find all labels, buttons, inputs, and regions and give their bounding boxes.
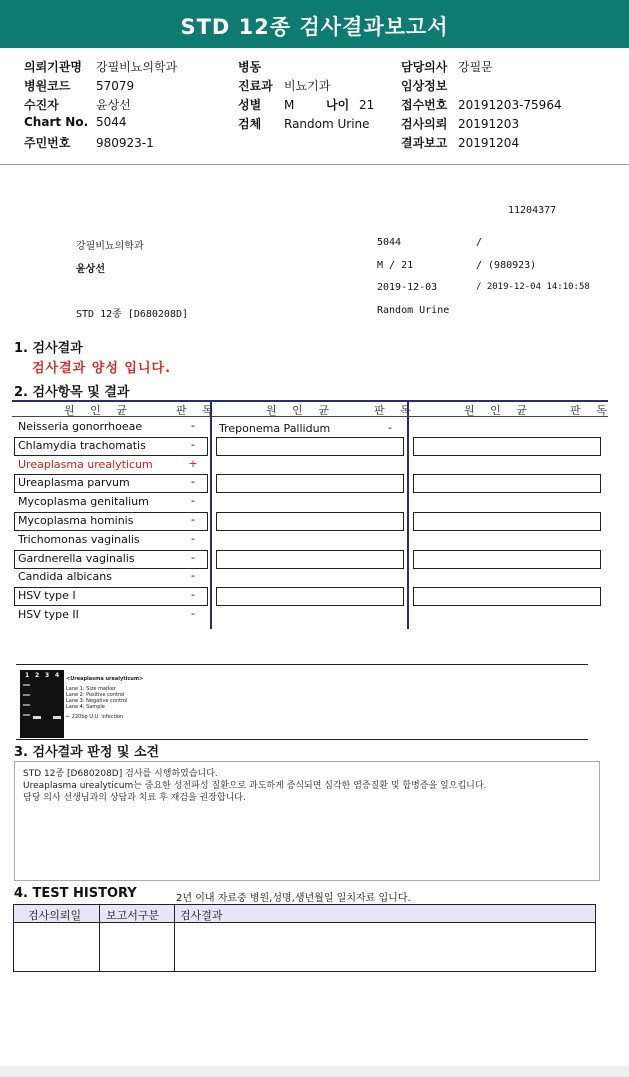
col2-organism: Treponema Pallidum bbox=[219, 422, 331, 435]
empty-result-box bbox=[413, 474, 601, 493]
col3-organism-header: 원 인 균 bbox=[464, 404, 533, 417]
organism-result: - bbox=[191, 419, 195, 432]
doctor-label: 담당의사 bbox=[401, 60, 448, 74]
empty-result-box bbox=[216, 550, 404, 569]
organism-result: - bbox=[191, 532, 195, 545]
age-label: 나이 bbox=[326, 98, 350, 112]
slip-chart: 5044 bbox=[377, 237, 402, 248]
slip-barcode-number: 11204377 bbox=[508, 205, 557, 216]
col1-judge-header: 판 독 bbox=[176, 404, 219, 417]
organism-name: Chlamydia trachomatis bbox=[18, 439, 146, 452]
chart-label: Chart No. bbox=[24, 115, 89, 129]
sample-band bbox=[53, 716, 61, 719]
organism-name: Neisseria gonorrhoeae bbox=[18, 420, 143, 433]
history-note: 2년 이내 자료중 병원,성명,생년월일 일치자료 입니다. bbox=[176, 893, 411, 904]
organism-result: - bbox=[191, 607, 195, 620]
section2-title: 2. 검사항목 및 결과 bbox=[14, 385, 130, 400]
specimen-label: 검체 bbox=[238, 117, 262, 131]
header-divider bbox=[0, 164, 629, 165]
slip-hospital: 강필비뇨의학과 bbox=[76, 241, 144, 252]
organism-name: HSV type II bbox=[18, 608, 79, 621]
lane-3-number: 3 bbox=[45, 672, 50, 679]
report-title: STD 12종 검사결과보고서 bbox=[0, 0, 629, 48]
opinion-line-1: STD 12종 [D680208D] 검사를 시행하였습니다. bbox=[23, 769, 218, 779]
result-value: 20191204 bbox=[458, 136, 520, 150]
organism-result: - bbox=[191, 569, 195, 582]
gel-electrophoresis-image bbox=[20, 670, 64, 738]
section1-title: 1. 검사결과 bbox=[14, 341, 83, 356]
lane-1-number: 1 bbox=[25, 672, 30, 679]
ward-label: 병동 bbox=[238, 60, 262, 74]
slip-birth: / (980923) bbox=[476, 260, 537, 271]
request-label: 검사의뢰 bbox=[401, 117, 448, 131]
slip-report-date: / 2019-12-04 14:10:58 bbox=[476, 282, 590, 292]
organism-name: Gardnerella vaginalis bbox=[18, 552, 135, 565]
col2-organism-header: 원 인 균 bbox=[266, 404, 335, 417]
empty-result-box bbox=[413, 437, 601, 456]
organism-result: - bbox=[191, 494, 195, 507]
organism-name: Candida albicans bbox=[18, 570, 112, 583]
clinical-label: 임상정보 bbox=[401, 79, 448, 93]
gel-legend-line-2: Lane 2: Positive control bbox=[66, 692, 125, 698]
request-value: 20191203 bbox=[458, 117, 520, 131]
receipt-value: 20191203-75964 bbox=[458, 98, 562, 112]
slip-patient: 윤상선 bbox=[76, 264, 105, 275]
receipt-label: 접수번호 bbox=[401, 98, 448, 112]
table-divider-2 bbox=[407, 402, 409, 629]
section4-title: 4. TEST HISTORY bbox=[14, 886, 137, 901]
positive-control-band bbox=[33, 716, 41, 719]
col2-result: - bbox=[388, 421, 392, 434]
gel-legend-line-4: Lane 4: Sample bbox=[66, 704, 105, 710]
empty-result-box bbox=[216, 437, 404, 456]
marker-band bbox=[23, 694, 30, 696]
dept-value: 비뇨기과 bbox=[284, 79, 331, 93]
organism-name: Mycoplasma genitalium bbox=[18, 495, 149, 508]
sex-value: M bbox=[284, 98, 295, 112]
lane-4-number: 4 bbox=[55, 672, 60, 679]
history-header bbox=[14, 905, 595, 923]
doctor-value: 강필문 bbox=[458, 60, 493, 74]
col2-judge-header: 판 독 bbox=[374, 404, 417, 417]
empty-result-box bbox=[413, 550, 601, 569]
organism-name: Trichomonas vaginalis bbox=[18, 533, 140, 546]
result-label: 결과보고 bbox=[401, 136, 448, 150]
history-col-result: 검사결과 bbox=[180, 909, 223, 922]
slip-request-date: 2019-12-03 bbox=[377, 282, 438, 293]
organism-name: Ureaplasma parvum bbox=[18, 476, 130, 489]
gel-legend-line-3: Lane 3: Negative control bbox=[66, 698, 128, 704]
organism-name: Mycoplasma hominis bbox=[18, 514, 134, 527]
marker-band bbox=[23, 684, 30, 686]
empty-result-box bbox=[216, 512, 404, 531]
marker-band bbox=[23, 714, 30, 716]
organism-name: HSV type I bbox=[18, 589, 76, 602]
gel-legend bbox=[66, 676, 143, 710]
slip-slash: / bbox=[476, 237, 483, 248]
age-value: 21 bbox=[359, 98, 375, 112]
history-table bbox=[13, 904, 596, 972]
organism-result: - bbox=[191, 588, 195, 601]
code-label: 병원코드 bbox=[24, 79, 71, 93]
positive-result-message: 검사결과 양성 입니다. bbox=[32, 361, 172, 376]
slip-specimen: Random Urine bbox=[377, 305, 450, 316]
hospital-label: 의뢰기관명 bbox=[24, 60, 82, 74]
organism-name: Ureaplasma urealyticum bbox=[18, 458, 153, 471]
history-col-divider bbox=[99, 905, 100, 971]
opinion-line-3: 담당 의사 선생님과의 상담과 치료 후 재검을 권장합니다. bbox=[23, 793, 246, 803]
history-col-report-type: 보고서구분 bbox=[106, 909, 160, 922]
chart-value: 5044 bbox=[96, 115, 127, 129]
jumin-value: 980923-1 bbox=[96, 136, 154, 150]
gel-legend-line-1: Lane 1: Size marker bbox=[66, 686, 116, 692]
patient-label: 수진자 bbox=[24, 98, 59, 112]
col1-organism-header: 원 인 균 bbox=[64, 404, 133, 417]
opinion-line-2: Ureaplasma urealyticum는 중요한 성전파성 질환으로 과도하게 증식되면 심각한 염증질환 및 합병증을 일으킵니다. bbox=[23, 781, 487, 791]
page-footer-bar bbox=[0, 1066, 629, 1077]
section3-title: 3. 검사결과 판정 및 소견 bbox=[14, 745, 160, 760]
organism-result: - bbox=[191, 475, 195, 488]
organism-result: + bbox=[188, 457, 198, 470]
organism-result: - bbox=[191, 513, 195, 526]
patient-value: 윤상선 bbox=[96, 98, 131, 112]
empty-result-box bbox=[413, 512, 601, 531]
code-value: 57079 bbox=[96, 79, 135, 93]
gel-title: <Ureaplasma urealyticum> bbox=[66, 676, 144, 682]
marker-band bbox=[23, 704, 30, 706]
opinion-box bbox=[14, 761, 600, 881]
organism-result: - bbox=[191, 438, 195, 451]
history-col-request-date: 검사의뢰일 bbox=[28, 909, 82, 922]
slip-sex-age: M / 21 bbox=[377, 260, 414, 271]
empty-result-box bbox=[413, 587, 601, 606]
gel-band-label: ← 220bp U.U. infection bbox=[66, 714, 124, 720]
lane-2-number: 2 bbox=[35, 672, 40, 679]
specimen-value: Random Urine bbox=[284, 117, 370, 131]
table-divider-1 bbox=[210, 402, 212, 629]
jumin-label: 주민번호 bbox=[24, 136, 71, 150]
organism-result: - bbox=[191, 551, 195, 564]
history-col-divider bbox=[174, 905, 175, 971]
col3-judge-header: 판 독 bbox=[570, 404, 613, 417]
empty-result-box bbox=[216, 474, 404, 493]
sex-label: 성별 bbox=[238, 98, 262, 112]
dept-label: 진료과 bbox=[238, 79, 273, 93]
hospital-value: 강필비뇨의학과 bbox=[96, 60, 178, 74]
empty-result-box bbox=[216, 587, 404, 606]
slip-test: STD 12종 [D680208D] bbox=[76, 309, 189, 320]
